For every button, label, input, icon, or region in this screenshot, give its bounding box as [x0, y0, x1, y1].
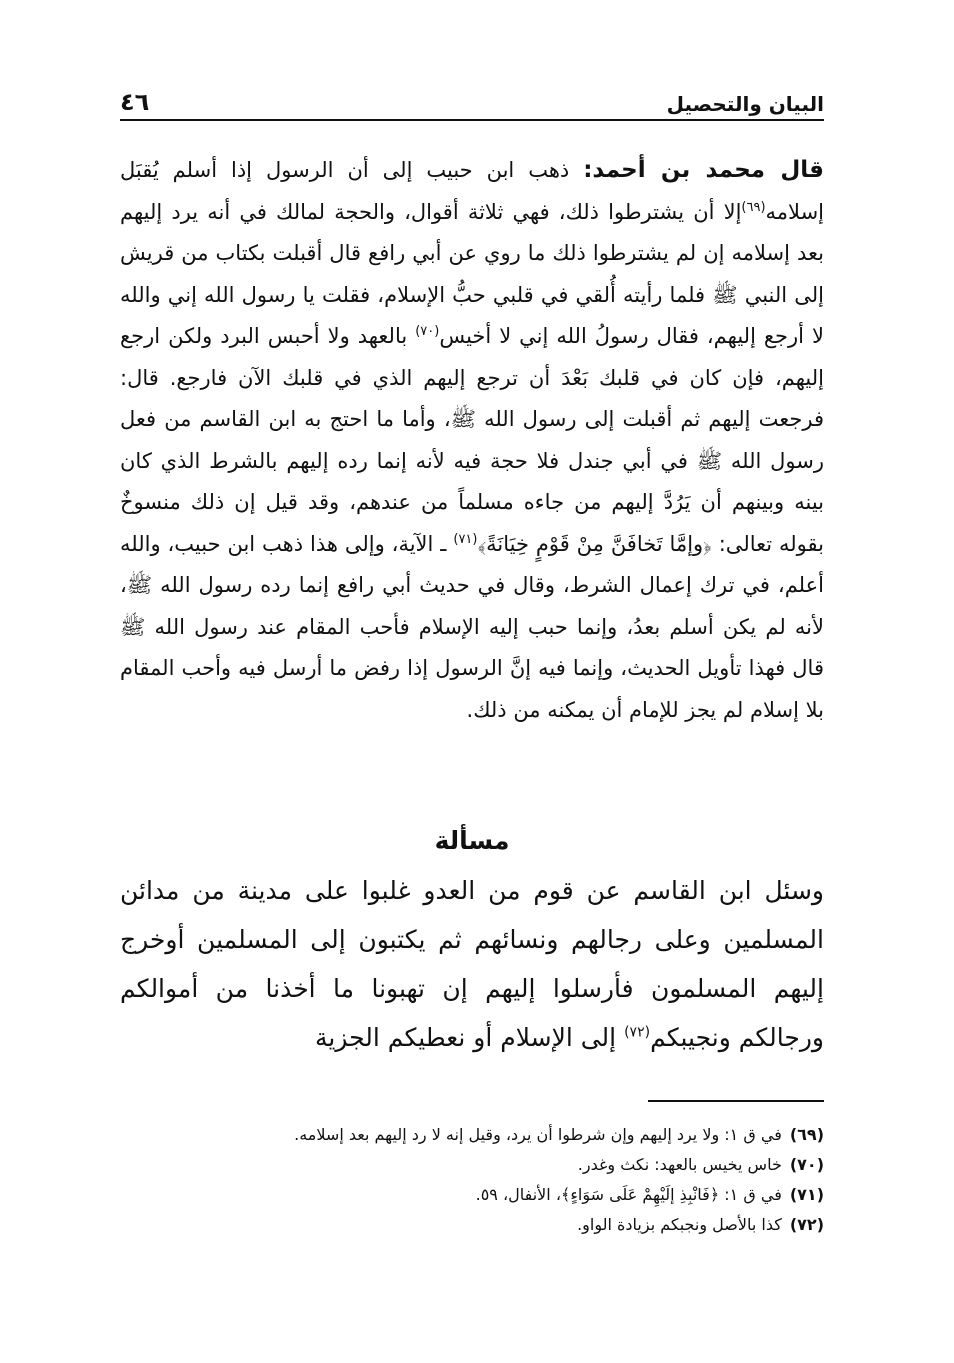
question-text-2: إلى الإسلام أو نعطيكم الجزية	[315, 1023, 617, 1052]
footnote-70	[120, 1150, 824, 1180]
section-title: مسألة	[434, 826, 510, 855]
question-paragraph	[120, 866, 824, 1062]
footnote-ref-70: (٧٠)	[415, 324, 440, 339]
paragraph-text-4: ـ الآية، وإلى هذا ذهب ابن حبيب، والله أعلم، في ترك إعمال الشرط، وقال في حديث أبي رافع إنما رده رسول الله ﷺ، لأنه لم يكن أسلم بعدُ، وإنما حبب إليه الإسلام فأحب المقام عند رسول الله ﷺ قال فهذا تأويل الحديث، وإنما فيه إنَّ الرسول إذا رفض ما أرسل فيه وأحب المقام بلا إسلام لم يجز للإمام أن يمكنه من ذلك.	[120, 531, 824, 722]
paragraph-text-3: بالعهد ولا أحبس البرد ولكن ارجع إليهم، فإن كان في قلبك بَعْدَ أن ترجع إليهم الذي في قلبك الآن فارجع. قال: فرجعت إليهم ثم أقبلت إلى رسول الله ﷺ، وأما ما احتج به ابن القاسم من فعل رسول الله ﷺ في أبي جندل فلا حجة فيه لأنه إنما رده إليهم بالشرط الذي كان بينه وبينهم أن يَرُدَّ إليهم من جاءه مسلماً من عندهم، وقد قيل إن ذلك منسوخٌ بقوله تعالى: ﴿وإمَّا تَخافَنَّ مِنْ قَوْمٍ خِيَانَةً﴾	[120, 324, 824, 556]
footnote-ref-71: (٧١)	[453, 531, 478, 547]
footnote-number: (٧٢)	[789, 1215, 824, 1234]
paragraph-text-1: ذهب ابن حبيب إلى أن الرسول إذا أسلم يُقبَل إسلامه	[120, 158, 824, 224]
header-rule	[120, 119, 824, 121]
footnote-number: (٧١)	[789, 1185, 824, 1204]
footnote-text: في ق ١: ولا يرد إليهم وإن شرطوا أن يرد، وقيل إنه لا رد إليهم بعد إسلامه.	[294, 1125, 782, 1144]
footnote-69	[120, 1120, 824, 1150]
footnote-ref-69: (٦٩)	[741, 199, 766, 215]
footnote-text: خاس يخيس بالعهد: نكث وغدر.	[577, 1155, 782, 1174]
footnote-text: كذا بالأصل ونجبكم بزيادة الواو.	[577, 1215, 782, 1234]
footnote-number: (٧٠)	[789, 1155, 824, 1174]
footnotes	[120, 1120, 824, 1240]
page-header	[120, 78, 824, 116]
footnote-text: في ق ١: ﴿فَانْبِذِ إلَيْهِمْ عَلَى سَوَاءٍ﴾، الأنفال، ٥٩.	[475, 1185, 782, 1204]
question-text-1: وسئل ابن القاسم عن قوم من العدو غلبوا على مدينة من مدائن المسلمين وعلى رجالهم ونسائهم ثم يكتبون إلى المسلمين أوخرج إليهم المسلمون فأرسلوا إليهم إن تهبونا ما أخذنا من أموالكم ورجالكم ونجيبكم	[120, 876, 824, 1052]
footnote-rule	[648, 1100, 824, 1102]
main-paragraph	[120, 150, 824, 731]
running-title: البيان والتحصيل	[666, 92, 824, 116]
page-number: ٤٦	[120, 88, 150, 116]
paragraph-text-2: إلا أن يشترطوا ذلك، فهي ثلاثة أقوال، والحجة لمالك في أنه يرد إليهم بعد إسلامه إن لم يشترطوا ذلك ما روي عن أبي رافع قال أقبلت بكتاب من قريش إلى النبي ﷺ فلما رأيته أُلقي في قلبي حبُّ الإسلام، فقلت يا رسول الله إني والله لا أرجع إليهم، فقال رسولُ الله إني لا أخيس	[120, 199, 824, 348]
footnote-ref-72: (٧٢)	[624, 1024, 651, 1041]
footnote-71	[120, 1180, 824, 1210]
speaker-label: قال محمد بن أحمد:	[583, 157, 824, 183]
footnote-number: (٦٩)	[789, 1125, 824, 1144]
footnote-72	[120, 1210, 824, 1240]
